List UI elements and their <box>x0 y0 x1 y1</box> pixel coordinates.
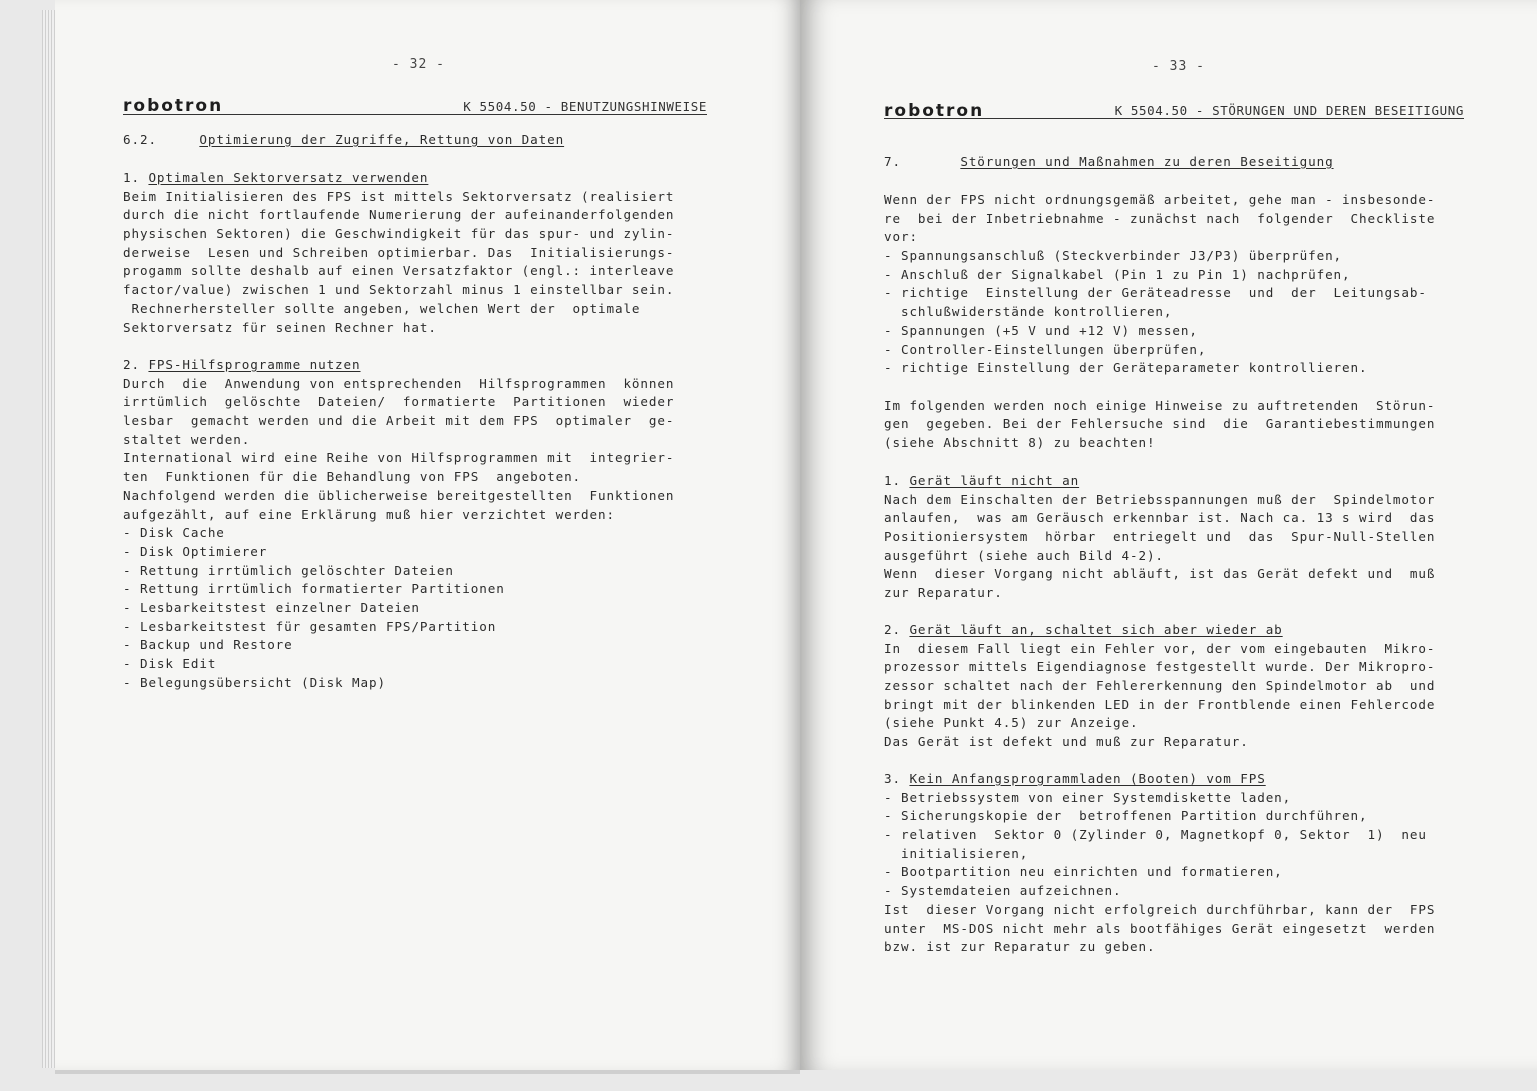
item-number: 2. <box>884 622 901 637</box>
checklist-block <box>884 191 1435 453</box>
text-line: physischen Sektoren) die Geschwindigkeit für das spur- und zylin- <box>123 226 675 242</box>
item-title: Gerät läuft an, schaltet sich aber wieder ab <box>909 622 1283 637</box>
text-line: factor/value) zwischen 1 und Sektorzahl minus 1 einstellbar sein. <box>123 282 675 298</box>
section-heading <box>884 153 1334 172</box>
item-number: 3. <box>884 771 901 786</box>
list-item: - Controller-Einstellungen überprüfen, <box>884 341 1207 357</box>
list-item: - Backup und Restore <box>123 637 293 653</box>
item-title: Kein Anfangsprogrammladen (Booten) vom FPS <box>909 771 1266 786</box>
list-item: - Spannungsanschluß (Steckverbinder J3/P3) überprüfen, <box>884 248 1343 264</box>
item-optimal-sector-offset <box>123 169 674 337</box>
text-line: derweise Lesen und Schreiben optimierbar. Das Initialisierungs- <box>123 244 675 260</box>
text-line: (siehe Punkt 4.5) zur Anzeige. <box>884 715 1139 731</box>
list-item: schlußwiderstände kontrollieren, <box>884 304 1173 320</box>
robotron-logo: robotron <box>884 101 985 121</box>
list-item: - Sicherungskopie der betroffenen Partition durchführen, <box>884 808 1368 824</box>
list-item: - Systemdateien aufzeichnen. <box>884 883 1122 899</box>
list-item: - relativen Sektor 0 (Zylinder 0, Magnetkopf 0, Sektor 1) neu <box>884 827 1427 843</box>
list-item: - richtige Einstellung der Geräteadresse und der Leitungsab- <box>884 285 1427 301</box>
list-item: - Belegungsübersicht (Disk Map) <box>123 674 386 690</box>
item-number: 1. <box>123 170 140 185</box>
running-header-text: K 5504.50 - STÖRUNGEN UND DEREN BESEITIGUNG <box>1114 103 1464 118</box>
text-line: Nach dem Einschalten der Betriebsspannungen muß der Spindelmotor <box>884 491 1436 507</box>
page-number: - 33 - <box>1152 59 1205 74</box>
section-title: Optimierung der Zugriffe, Rettung von Daten <box>199 132 565 147</box>
list-item: - Spannungen (+5 V und +12 V) messen, <box>884 322 1198 338</box>
section-title: Störungen und Maßnahmen zu deren Beseitigung <box>960 154 1334 169</box>
list-item: - Anschluß der Signalkabel (Pin 1 zu Pin 1) nachprüfen, <box>884 266 1351 282</box>
text-line: Im folgenden werden noch einige Hinweise zu auftretenden Störun- <box>884 397 1436 413</box>
text-line: vor: <box>884 229 918 245</box>
text-line: Beim Initialisieren des FPS ist mittels Sektorversatz (realisiert <box>123 188 675 204</box>
list-item: - Disk Optimierer <box>123 543 268 559</box>
text-line: (siehe Abschnitt 8) zu beachten! <box>884 434 1156 450</box>
text-line: gen gegeben. Bei der Fehlersuche sind die Garantiebestimmungen <box>884 416 1436 432</box>
text-line: ausgeführt (siehe auch Bild 4-2). <box>884 547 1164 563</box>
item-fps-utilities <box>123 356 674 692</box>
item-title: Gerät läuft nicht an <box>909 473 1080 488</box>
text-line: Ist dieser Vorgang nicht erfolgreich durchführbar, kann der FPS <box>884 901 1436 917</box>
right-page <box>800 0 1537 1070</box>
item-title: FPS-Hilfsprogramme nutzen <box>148 357 361 372</box>
text-line: International wird eine Reihe von Hilfsprogrammen mit integrier- <box>123 450 675 466</box>
list-item: - Lesbarkeitstest einzelner Dateien <box>123 599 420 615</box>
text-line: Rechnerhersteller sollte angeben, welchen Wert der optimale <box>123 300 641 316</box>
left-page <box>55 0 800 1070</box>
text-line: Wenn der FPS nicht ordnungsgemäß arbeitet, gehe man - insbesonde- <box>884 192 1436 207</box>
list-item: - Bootpartition neu einrichten und formatieren, <box>884 864 1283 880</box>
item-device-shuts-off <box>884 621 1435 752</box>
item-no-boot <box>884 770 1435 957</box>
text-line: lesbar gemacht werden und die Arbeit mit dem FPS optimaler ge- <box>123 413 675 429</box>
page-number: - 32 - <box>392 57 445 72</box>
text-line: Das Gerät ist defekt und muß zur Reparatur. <box>884 734 1249 750</box>
text-line: Nachfolgend werden die üblicherweise bereitgestellten Funktionen <box>123 487 675 503</box>
text-line: re bei der Inbetriebnahme - zunächst nach folgender Checkliste <box>884 210 1436 226</box>
text-line: durch die nicht fortlaufende Numerierung der aufeinanderfolgenden <box>123 207 675 223</box>
text-line: Positioniersystem hörbar entriegelt und das Spur-Null-Stellen <box>884 529 1436 545</box>
section-number: 6.2. <box>123 132 157 147</box>
list-item: - Rettung irrtümlich formatierter Partitionen <box>123 581 505 597</box>
text-line: Durch die Anwendung von entsprechenden Hilfsprogrammen können <box>123 375 675 391</box>
text-line: bzw. ist zur Reparatur zu geben. <box>884 939 1156 955</box>
text-line: bringt mit der blinkenden LED in der Frontblende einen Fehlercode <box>884 696 1436 712</box>
running-header-text: K 5504.50 - BENUTZUNGSHINWEISE <box>463 99 707 114</box>
list-item: - Rettung irrtümlich gelöschter Dateien <box>123 562 454 578</box>
text-line: prozessor mittels Eigendiagnose festgestellt wurde. Der Mikropro- <box>884 659 1436 675</box>
text-line: aufgezählt, auf eine Erklärung muß hier verzichtet werden: <box>123 506 615 522</box>
page-edges <box>42 10 56 1068</box>
running-header <box>123 99 707 115</box>
item-number: 2. <box>123 357 140 372</box>
text-line: In diesem Fall liegt ein Fehler vor, der vom eingebauten Mikro- <box>884 640 1436 656</box>
text-line: ten Funktionen für die Behandlung von FPS angeboten. <box>123 469 582 485</box>
text-line: unter MS-DOS nicht mehr als bootfähiges Gerät eingesetzt werden <box>884 920 1436 936</box>
text-line: zessor schaltet nach der Fehlererkennung den Spindelmotor ab und <box>884 678 1436 694</box>
text-line: Sektorversatz für seinen Rechner hat. <box>123 319 437 335</box>
item-number: 1. <box>884 473 901 488</box>
text-line: zur Reparatur. <box>884 585 1003 601</box>
list-item: - Disk Edit <box>123 656 217 671</box>
section-number: 7. <box>884 154 901 169</box>
robotron-logo: robotron <box>123 96 224 116</box>
list-item: initialisieren, <box>884 845 1029 861</box>
text-line: staltet werden. <box>123 431 251 447</box>
text-line: irrtümlich gelöschte Dateien/ formatierte Partitionen wieder <box>123 394 675 410</box>
text-line: progamm sollte deshalb auf einen Versatzfaktor (engl.: interleave <box>123 263 675 279</box>
list-item: - Lesbarkeitstest für gesamten FPS/Partition <box>123 618 497 634</box>
item-title: Optimalen Sektorversatz verwenden <box>148 170 429 185</box>
list-item: - Betriebssystem von einer Systemdiskette laden, <box>884 789 1292 805</box>
list-item: - richtige Einstellung der Geräteparameter kontrollieren. <box>884 360 1368 376</box>
running-header <box>884 103 1464 119</box>
section-heading <box>123 131 564 150</box>
list-item: - Disk Cache <box>123 525 225 541</box>
text-line: Wenn dieser Vorgang nicht abläuft, ist das Gerät defekt und muß <box>884 566 1436 582</box>
text-line: anlaufen, was am Geräusch erkennbar ist. Nach ca. 13 s wird das <box>884 510 1436 526</box>
item-device-not-starting <box>884 472 1435 603</box>
